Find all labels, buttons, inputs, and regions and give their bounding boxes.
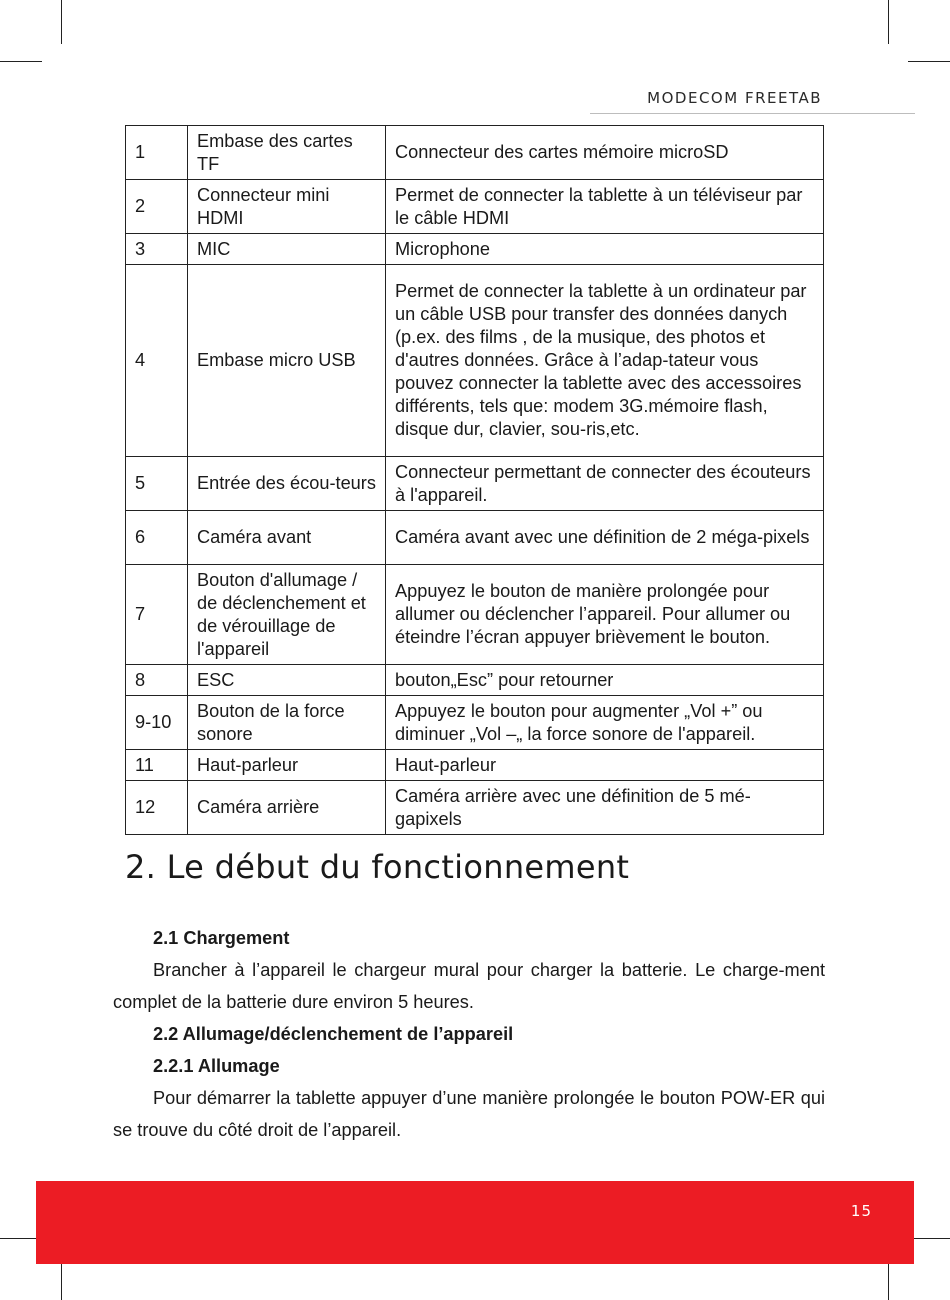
component-name: Embase micro USB (188, 265, 386, 457)
component-description: Connecteur des cartes mémoire microSD (386, 126, 824, 180)
row-number: 8 (126, 665, 188, 696)
component-name: Caméra avant (188, 511, 386, 565)
paragraph: Pour démarrer la tablette appuyer d’une manière prolongée le bouton POW-ER qui se trouve du côté droit de l’appareil. (113, 1088, 825, 1140)
running-header: MODECOM FREETAB (647, 89, 822, 107)
crop-mark (0, 61, 42, 62)
component-name: Bouton d'allumage / de déclenchement et de vérouillage de l'appareil (188, 565, 386, 665)
row-number: 6 (126, 511, 188, 565)
row-number: 7 (126, 565, 188, 665)
crop-mark (908, 1238, 950, 1239)
row-number: 3 (126, 234, 188, 265)
component-description: Caméra arrière avec une définition de 5 mé-gapixels (386, 781, 824, 835)
component-description: Microphone (386, 234, 824, 265)
table-row (126, 457, 824, 511)
row-number: 2 (126, 180, 188, 234)
table-row (126, 265, 824, 457)
component-name: MIC (188, 234, 386, 265)
component-name: Bouton de la force sonore (188, 696, 386, 750)
component-name: Haut-parleur (188, 750, 386, 781)
footer-bar (36, 1181, 914, 1264)
table-row (126, 126, 824, 180)
row-number: 11 (126, 750, 188, 781)
section-title: 2. Le début du fonctionnement (125, 848, 630, 886)
component-description: Appuyez le bouton de manière prolongée pour allumer ou déclencher l’appareil. Pour allumer ou éteindre l’écran appuyer brièvement le bouton. (386, 565, 824, 665)
table-row (126, 781, 824, 835)
row-number: 4 (126, 265, 188, 457)
component-description: Appuyez le bouton pour augmenter „Vol +” ou diminuer „Vol –„ la force sonore de l'appareil. (386, 696, 824, 750)
table-row (126, 665, 824, 696)
table-row (126, 234, 824, 265)
component-description: Haut-parleur (386, 750, 824, 781)
component-description: Permet de connecter la tablette à un téléviseur par le câble HDMI (386, 180, 824, 234)
row-number: 9-10 (126, 696, 188, 750)
component-name: Connecteur mini HDMI (188, 180, 386, 234)
table-row (126, 180, 824, 234)
component-description: bouton„Esc” pour retourner (386, 665, 824, 696)
row-number: 12 (126, 781, 188, 835)
table-row (126, 565, 824, 665)
paragraph: Brancher à l’appareil le chargeur mural pour charger la batterie. Le charge-ment complet de la batterie dure environ 5 heures. (113, 960, 825, 1012)
crop-mark (61, 0, 62, 44)
table-row (126, 750, 824, 781)
component-table (125, 125, 824, 835)
component-description: Caméra avant avec une définition de 2 méga-pixels (386, 511, 824, 565)
header-rule (590, 113, 915, 114)
page-number: 15 (850, 1202, 872, 1220)
component-description: Permet de connecter la tablette à un ordinateur par un câble USB pour transfer des données danych (p.ex. des films , de la musique, des photos et d'autres données. Grâce à l’adap-tateur vous pouvez connecter la tablette avec des accessoires différents, tels que: modem 3G.mémoire flash, disque dur, clavier, sou-ris,etc. (386, 265, 824, 457)
component-name: ESC (188, 665, 386, 696)
subsection-heading: 2.2 Allumage/déclenchement de l’appareil (153, 1024, 514, 1044)
crop-mark (888, 0, 889, 44)
component-description: Connecteur permettant de connecter des écouteurs à l'appareil. (386, 457, 824, 511)
subsection-heading: 2.2.1 Allumage (153, 1056, 280, 1076)
crop-mark (908, 61, 950, 62)
section-body (113, 922, 825, 1146)
table-row (126, 696, 824, 750)
subsection-heading: 2.1 Chargement (153, 928, 290, 948)
component-name: Entrée des écou-teurs (188, 457, 386, 511)
component-name: Caméra arrière (188, 781, 386, 835)
table-row (126, 511, 824, 565)
row-number: 1 (126, 126, 188, 180)
row-number: 5 (126, 457, 188, 511)
component-name: Embase des cartes TF (188, 126, 386, 180)
